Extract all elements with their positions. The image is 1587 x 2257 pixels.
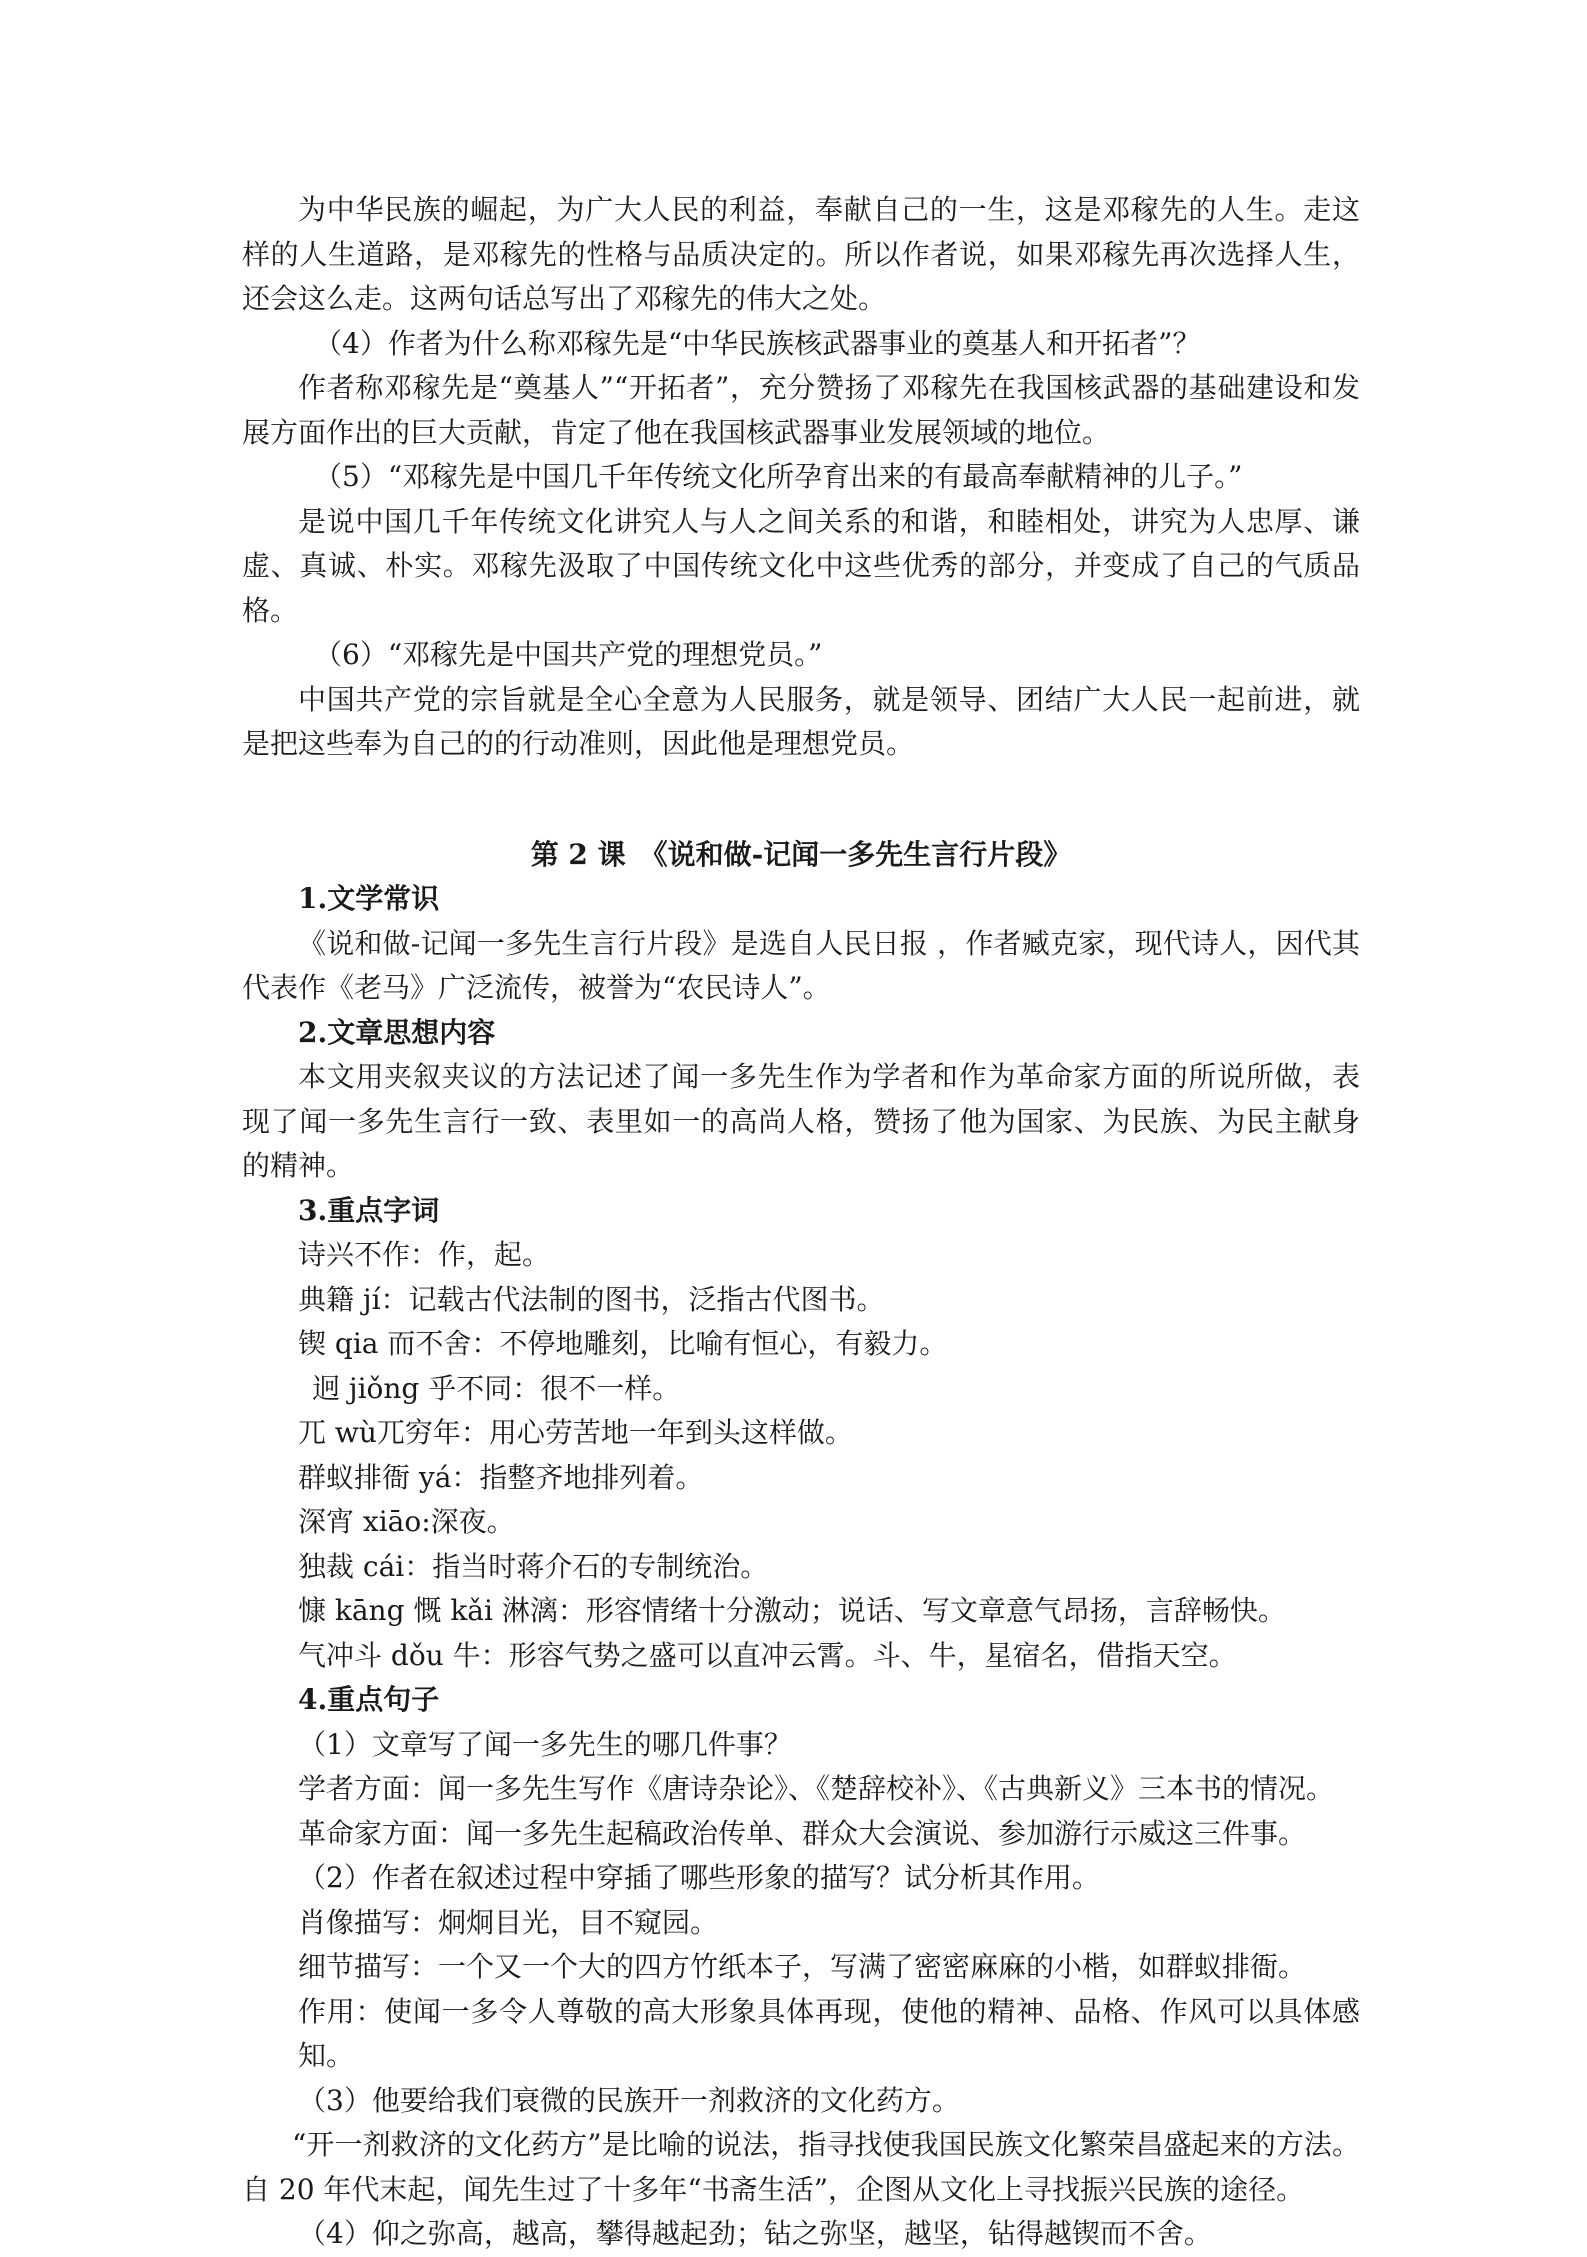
question-5: （5）“邓稼先是中国几千年传统文化所孕育出来的有最高奉献精神的儿子。” — [314, 460, 1243, 493]
word-item: 锲 qia 而不舍：不停地雕刻，比喻有恒心，有毅力。 — [298, 1327, 948, 1360]
sentence-list-tail — [242, 2212, 1360, 2257]
word-item: 诗兴不作：作，起。 — [298, 1238, 551, 1271]
sentence-question-4: （4）仰之弥高，越高，攀得越起劲；钻之弥坚，越坚，钻得越锲而不舍。 — [298, 2217, 1212, 2250]
question-4: （4）作者为什么称邓稼先是“中华民族核武器事业的奠基人和开拓者”？ — [314, 326, 1201, 360]
section-3-heading: 3.重点字词 — [298, 1193, 440, 1227]
question-6: （6）“邓稼先是中国共产党的理想党员。” — [314, 638, 823, 671]
sentence-question-3: （3）他要给我们衰微的民族开一剂救济的文化药方。 — [298, 2083, 960, 2117]
section-4-heading: 4.重点句子 — [298, 1683, 440, 1716]
word-item: 慷 kāng 慨 kǎi 淋漓：形容情绪十分激动；说话、写文章意气昂扬，言辞畅快。 — [298, 1594, 1286, 1627]
word-item: 独裁 cái：指当时蒋介石的专制统治。 — [298, 1549, 769, 1583]
word-item: 群蚁排衙 yá：指整齐地排列着。 — [298, 1460, 704, 1494]
section-1-heading: 1.文学常识 — [298, 882, 440, 915]
word-item: 深宵 xiāo:深夜。 — [298, 1505, 515, 1538]
sentence-answer-2c: 作用：使闻一多令人尊敬的高大形象具体再现，使他的精神、品格、作风可以具体感知。 — [298, 1994, 1360, 2072]
answer-5: 是说中国几千年传统文化讲究人与人之间关系的和谐，和睦相处，讲究为人忠厚、谦虚、真诚、朴实。邓稼先汲取了中国传统文化中这些优秀的部分，并变成了自己的气质品格。 — [242, 504, 1360, 627]
lesson-2-title: 第 2 课 《说和做-记闻一多先生言行片段》 — [530, 837, 1072, 871]
sentence-answer-1a: 学者方面：闻一多先生写作《唐诗杂论》、《楚辞校补》、《古典新义》三本书的情况。 — [298, 1772, 1335, 1805]
answer-4: 作者称邓稼先是“奠基人”“开拓者”，充分赞扬了邓稼先在我国核武器的基础建设和发展方面作出的巨大贡献，肯定了他在我国核武器事业发展领域的地位。 — [242, 371, 1360, 449]
word-item: 典籍 jí：记载古代法制的图书，泛指古代图书。 — [298, 1282, 885, 1316]
sentence-answer-2a: 肖像描写：炯炯目光，目不窥园。 — [298, 1905, 719, 1939]
document-page — [242, 188, 1360, 2257]
answer-6: 中国共产党的宗旨就是全心全意为人民服务，就是领导、团结广大人民一起前进，就是把这些奉为自己的的行动准则，因此他是理想党员。 — [242, 682, 1360, 760]
paragraph-dengjiaxian-life: 为中华民族的崛起，为广大人民的利益，奉献自己的一生，这是邓稼先的人生。走这样的人生道路，是邓稼先的性格与品质决定的。所以作者说，如果邓稼先再次选择人生，还会这么走。这两句话总写出了邓稼先的伟大之处。 — [242, 193, 1360, 315]
word-list — [242, 1233, 1360, 1678]
word-item: 气冲斗 dǒu 牛：形容气势之盛可以直冲云霄。斗、牛，星宿名，借指天空。 — [298, 1638, 1237, 1672]
sentence-question-2: （2）作者在叙述过程中穿插了哪些形象的描写？试分析其作用。 — [298, 1861, 1100, 1894]
word-item: 迥 jiǒng 乎不同：很不一样。 — [312, 1371, 681, 1405]
section-2-heading: 2.文章思想内容 — [298, 1015, 496, 1049]
section-1-text: 《说和做-记闻一多先生言行片段》是选自人民日报 ，作者臧克家，现代诗人，因代其代表作《老马》广泛流传，被誉为“农民诗人”。 — [242, 926, 1360, 1004]
sentence-question-1: （1）文章写了闻一多先生的哪几件事？ — [298, 1727, 792, 1761]
sentence-answer-1b: 革命家方面：闻一多先生起稿政治传单、群众大会演说、参加游行示威这三件事。 — [298, 1816, 1307, 1850]
word-item: 兀 wù兀穷年：用心劳苦地一年到头这样做。 — [298, 1416, 853, 1449]
section-2-text: 本文用夹叙夹议的方法记述了闻一多先生作为学者和作为革命家方面的所说所做，表现了闻一多先生言行一致、表里如一的高尚人格，赞扬了他为国家、为民族、为民主献身的精神。 — [242, 1060, 1360, 1182]
sentence-answer-2b: 细节描写：一个又一个大的四方竹纸本子，写满了密密麻麻的小楷，如群蚁排衙。 — [298, 1950, 1307, 1983]
sentence-list — [242, 1723, 1360, 2124]
sentence-answer-3: “开一剂救济的文化药方”是比喻的说法，指寻找使我国民族文化繁荣昌盛起来的方法。自 20 年代末起，闻先生过了十多年“书斋生活”，企图从文化上寻找振兴民族的途径。 — [242, 2128, 1360, 2206]
